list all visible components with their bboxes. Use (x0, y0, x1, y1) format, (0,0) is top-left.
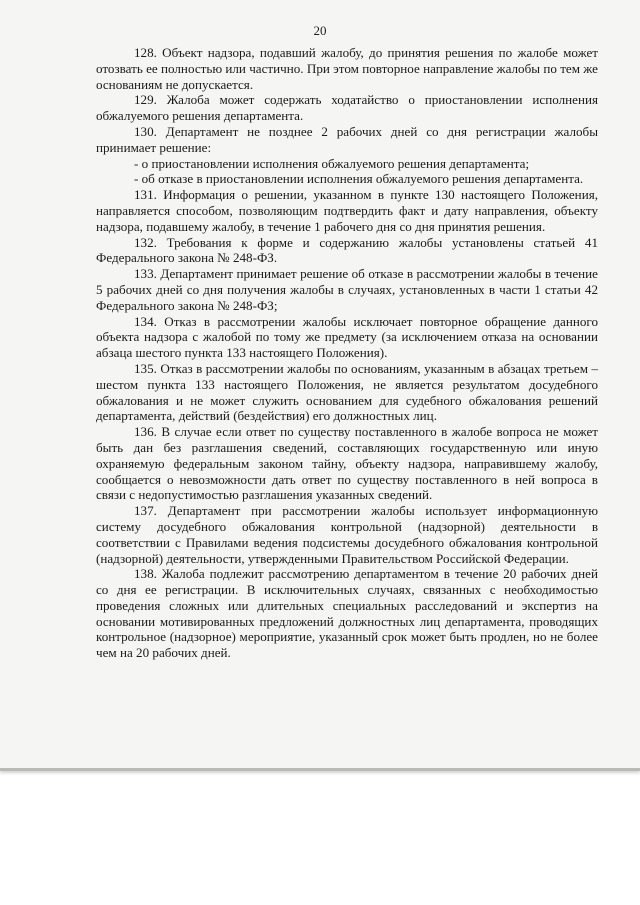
paragraph-137: 137. Департамент при рассмотрении жалобы использует информационную систему досудебного обжалования контрольной (надзорной) деятельности в соответствии с Правилами ведения подсистемы досудебного обжалования контрольной (надзорной) деятельности, утвержденными Правительством Российской Федерации. (96, 503, 598, 566)
paragraph-138: 138. Жалоба подлежит рассмотрению департаментом в течение 20 рабочих дней со дня ее регистрации. В исключительных случаях, связанных с необходимостью проведения сложных или длительных специальных расследований и экспертиз на основании мотивированных предложений должностных лиц департамента, проводящих контрольное (надзорное) мероприятие, указанный срок может быть продлен, но не более чем на 20 рабочих дней. (96, 566, 598, 661)
paragraph-130-item-1: - о приостановлении исполнения обжалуемого решения департамента; (134, 155, 530, 171)
paragraph-130: 130. Департамент не позднее 2 рабочих дней со дня регистрации жалобы принимает решение: (96, 123, 598, 155)
paragraph-128: 128. Объект надзора, подавший жалобу, до принятия решения по жалобе может отозвать ее полностью или частично. При этом повторное направление жалобы по тем же основаниям не допускается. (96, 45, 598, 92)
paragraph-135: 135. Отказ в рассмотрении жалобы по основаниям, указанным в абзацах третьем – шестом пункта 133 настоящего Положения, не является результатом досудебного обжалования и не может служить основанием для судебного обжалования решений департамента, действий (бездействия) его должностных лиц. (96, 360, 598, 424)
paragraph-133: 133. Департамент принимает решение об отказе в рассмотрении жалобы в течение 5 рабочих дней со дня получения жалобы в случаях, установленных в части 1 статьи 42 Федерального закона № 248-ФЗ; (96, 266, 598, 313)
paragraph-136: 136. В случае если ответ по существу поставленного в жалобе вопроса не может быть дан без разглашения сведений, составляющих государственную или иную охраняемую федеральным законом тайну, объекту надзора, направившему жалобу, сообщается о невозможности дать ответ по существу поставленного в ней вопроса в связи с недопустимостью разглашения указанных сведений. (96, 424, 598, 503)
paragraph-132: 132. Требования к форме и содержанию жалобы установлены статьей 41 Федерального закона № 248-ФЗ. (96, 234, 598, 266)
paragraph-129: 129. Жалоба может содержать ходатайство о приостановлении исполнения обжалуемого решения департамента. (96, 92, 598, 124)
paragraph-130-item-2: - об отказе в приостановлении исполнения обжалуемого решения департамента. (134, 171, 584, 187)
page-number: 20 (313, 23, 327, 38)
document-body (96, 45, 598, 661)
paragraph-134: 134. Отказ в рассмотрении жалобы исключает повторное обращение данного объекта надзора с жалобой по тому же предмету (за исключением отказа на основании абзаца шестого пункта 133 настоящего Положения). (96, 313, 598, 361)
paragraph-131: 131. Информация о решении, указанном в пункте 130 настоящего Положения, направляется способом, позволяющим подтвердить факт и дату направления, объекту надзора, подавшему жалобу, в течение 1 рабочего дня со дня принятия решения. (96, 187, 598, 234)
